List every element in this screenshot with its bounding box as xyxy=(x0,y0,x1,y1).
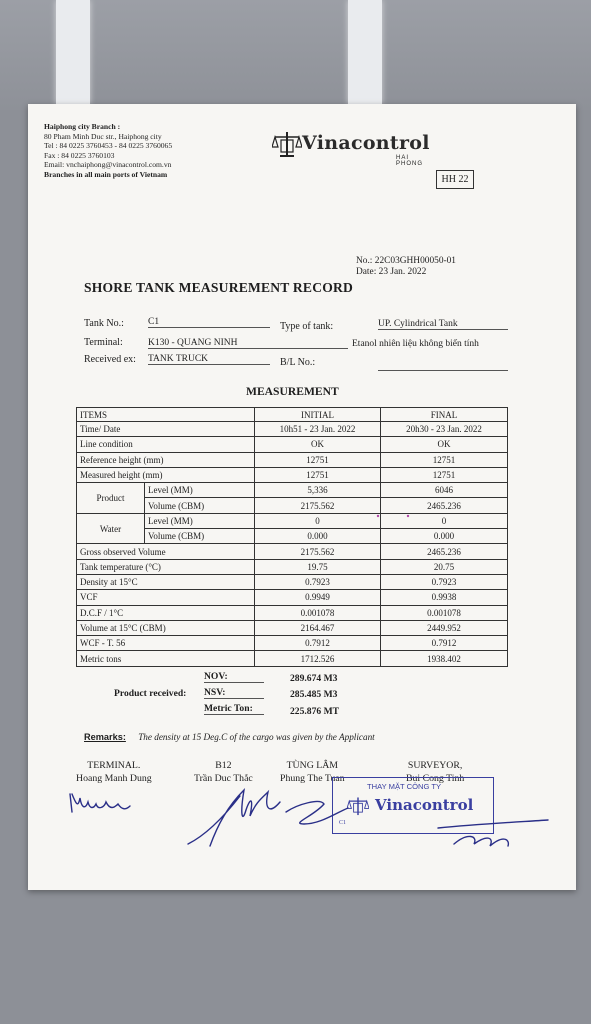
table-row: Water Level (MM) 0 0 xyxy=(77,513,508,528)
table-row: Density at 15°C 0.7923 0.7923 xyxy=(77,574,508,589)
handwritten-signatures xyxy=(58,784,568,864)
signature-b12: B12 Trần Duc Thắc xyxy=(194,760,253,784)
table-row: Reference height (mm) 12751 12751 xyxy=(77,452,508,467)
nov-label: NOV: xyxy=(204,671,264,683)
product-name: Etanol nhiên liệu không biến tính xyxy=(352,339,479,349)
measurement-table xyxy=(76,407,508,667)
table-row: Volume (CBM) 2175.562 2465.236 xyxy=(77,498,508,513)
terminal-label: Terminal: xyxy=(84,337,123,348)
measurement-heading: MEASUREMENT xyxy=(246,385,339,398)
light-strip-right xyxy=(348,0,382,104)
table-row: Measured height (mm) 12751 12751 xyxy=(77,467,508,482)
record-no-value: 22C03GHH00050-01 xyxy=(374,256,456,266)
signature-tung-lam: TÙNG LÂM Phung The Tuan xyxy=(280,760,345,784)
light-strip-left xyxy=(56,0,90,104)
metric-ton-label: Metric Ton: xyxy=(204,703,264,715)
remarks-text: The density at 15 Deg.C of the cargo was given by the Applicant xyxy=(138,732,375,742)
branches-line: Branches in all main ports of Vietnam xyxy=(44,169,168,179)
water-group-label: Water xyxy=(77,513,145,544)
signature-terminal: TERMINAL. Hoang Manh Dung xyxy=(76,760,152,784)
col-final: FINAL xyxy=(381,408,508,422)
nsv-value: 285.485 M3 xyxy=(290,689,338,700)
product-group-label: Product xyxy=(77,483,145,514)
logo-subtitle: HAI PHONG xyxy=(396,155,424,167)
stamp-code: C1 xyxy=(339,820,347,826)
table-row: Gross observed Volume 2175.562 2465.236 xyxy=(77,544,508,559)
bl-value-line xyxy=(378,370,508,371)
table-row: VCF 0.9949 0.9938 xyxy=(77,590,508,605)
document-title: SHORE TANK MEASUREMENT RECORD xyxy=(84,280,354,295)
table-row: Volume (CBM) 0.000 0.000 xyxy=(77,529,508,544)
tank-no-label: Tank No.: xyxy=(84,318,124,329)
bl-label: B/L No.: xyxy=(280,357,316,368)
tank-no-value: C1 xyxy=(148,317,270,328)
nsv-label: NSV: xyxy=(204,687,264,699)
tank-type-label: Type of tank: xyxy=(280,321,334,332)
stamp-company-name: Vinacontrol xyxy=(375,796,474,814)
ink-marks xyxy=(260,512,420,526)
signature-mark-terminal xyxy=(70,794,130,812)
remarks-label: Remarks: xyxy=(84,732,126,742)
logo-name: Vinacontrol xyxy=(302,132,430,154)
fax-line: Fax : 84 0225 3760103 xyxy=(44,150,115,160)
col-items: ITEMS xyxy=(77,408,255,422)
remarks xyxy=(84,732,375,742)
table-row: Metric tons 1712.526 1938.402 xyxy=(77,651,508,666)
table-row: Line condition OK OK xyxy=(77,437,508,452)
received-value: TANK TRUCK xyxy=(148,354,270,365)
table-row: Time/ Date 10h51 - 23 Jan. 2022 20h30 - 23 Jan. 2022 xyxy=(77,422,508,437)
table-header-row xyxy=(77,408,508,422)
vinacontrol-logo xyxy=(272,130,430,167)
record-date-value: 23 Jan. 2022 xyxy=(378,267,427,277)
terminal-value: K130 - QUANG NINH xyxy=(148,338,348,349)
col-initial: INITIAL xyxy=(255,408,381,422)
nov-value: 289.674 M3 xyxy=(290,673,338,684)
email-line: Email: vnchaiphong@vinacontrol.com.vn xyxy=(44,160,172,170)
document-page xyxy=(28,104,576,890)
form-code-box: HH 22 xyxy=(436,170,474,189)
table-row: Product Level (MM) 5,336 6046 xyxy=(77,483,508,498)
branch-title: Haiphong city Branch : xyxy=(44,122,121,131)
signature-surveyor: SURVEYOR, Bui Cong Tinh xyxy=(406,760,465,784)
table-row: Volume at 15°C (CBM) 2164.467 2449.952 xyxy=(77,620,508,635)
table-row: D.C.F / 1°C 0.001078 0.001078 xyxy=(77,605,508,620)
record-number: No.: 22C03GHH00050-01 Date: 23 Jan. 2022 xyxy=(356,256,456,277)
address-line: 80 Pham Minh Duc str., Haiphong city xyxy=(44,131,162,141)
metric-ton-value: 225.876 MT xyxy=(290,706,340,717)
tel-line: Tel : 84 0225 3760453 - 84 0225 3760065 xyxy=(44,141,173,151)
tank-type-value: UP. Cylindrical Tank xyxy=(378,319,508,330)
table-row: Tank temperature (°C) 19.75 20.75 xyxy=(77,559,508,574)
scale-logo-icon xyxy=(272,130,302,160)
table-row: WCF - T. 56 0.7912 0.7912 xyxy=(77,636,508,651)
company-address xyxy=(44,122,172,180)
product-received-label: Product received: xyxy=(114,688,187,699)
received-label: Received ex: xyxy=(84,354,136,365)
stamp-top-text: THAY MẶT CÔNG TY xyxy=(367,782,442,791)
